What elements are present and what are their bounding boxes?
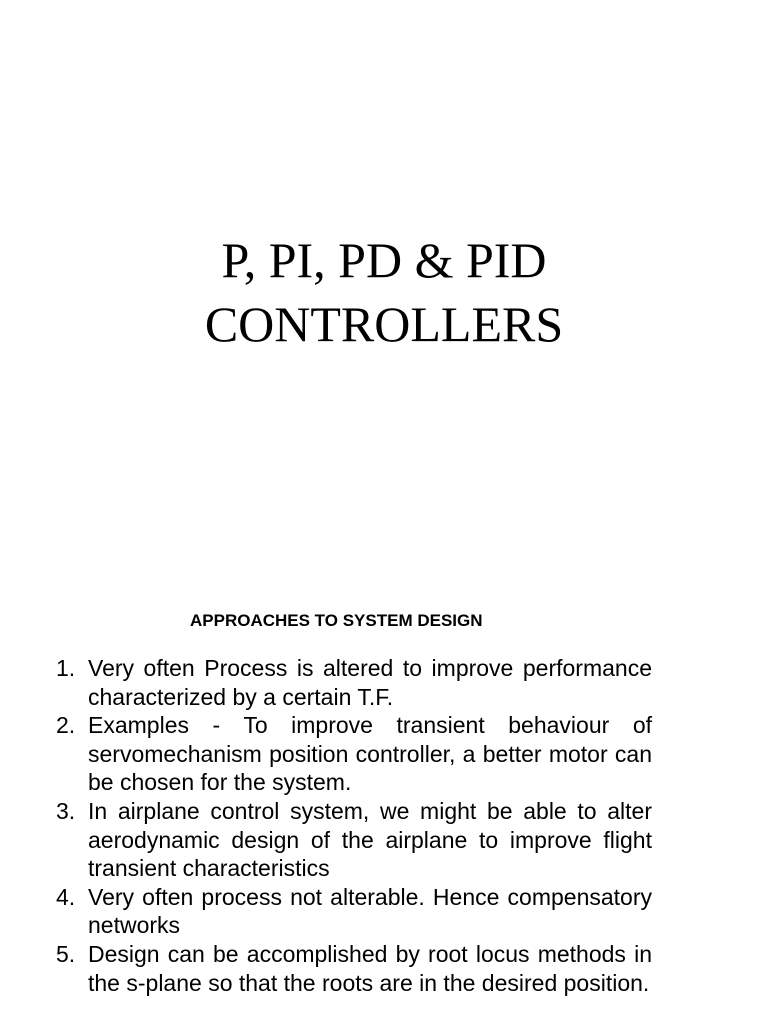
list-item [56,883,652,940]
list-item-number: 3. [56,797,76,824]
list-item [56,797,652,883]
list-item-text: Very often process not alterable. Hence compensatory networks [88,883,652,939]
list-item-text: Design can be accomplished by root locus methods in the s-plane so that the roots are in the desired position. [88,940,652,996]
list-item [56,654,652,711]
list-item-number: 4. [56,883,76,910]
section-heading: APPROACHES TO SYSTEM DESIGN [190,611,483,630]
list-item [56,711,652,797]
list-item-number: 5. [56,940,76,967]
list-item-text: In airplane control system, we might be able to alter aerodynamic design of the airplane to improve flight transient characteristics [88,797,652,882]
approaches-list [56,654,652,997]
list-item-number: 2. [56,712,76,739]
list-item-text: Very often Process is altered to improve performance characterized by a certain T.F. [88,655,652,710]
list-item-text: Examples - To improve transient behaviour of servomechanism position controller, a better motor can be chosen for the system. [88,712,652,796]
list-item [56,940,652,997]
list-item-number: 1. [56,655,76,681]
title-line-2: CONTROLLERS [204,296,564,352]
page-title [0,228,768,356]
title-line-1: P, PI, PD & PID [221,232,547,288]
